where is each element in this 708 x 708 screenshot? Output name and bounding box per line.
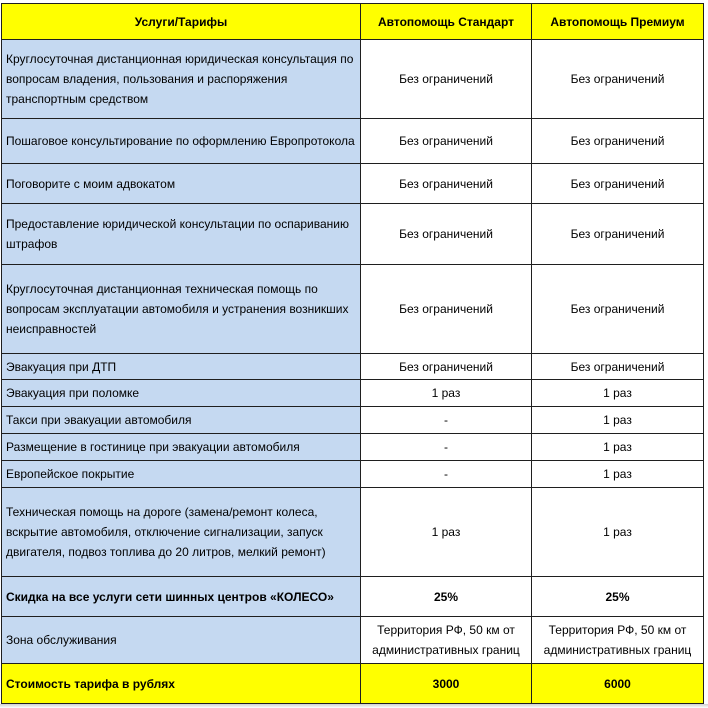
table-row [2,164,704,204]
premium-value: Без ограничений [532,119,704,164]
table-row [2,380,704,407]
premium-value: Без ограничений [532,40,704,119]
service-name: Круглосуточная дистанционная юридическая консультация по вопросам владения, пользования и распоряжения транспортным средством [2,40,361,119]
table-row [2,617,704,664]
standard-value: Без ограничений [361,265,532,354]
standard-value: - [361,407,532,434]
table-row [2,204,704,265]
service-name: Техническая помощь на дороге (замена/ремонт колеса, вскрытие автомобиля, отключение сигнализации, запуск двигателя, подвоз топлива до 20 литров, мелкий ремонт) [2,488,361,577]
premium-value: 1 раз [532,434,704,461]
standard-value: Территория РФ, 50 км от административных границ [361,617,532,664]
premium-value: Без ограничений [532,354,704,380]
standard-value: Без ограничений [361,204,532,265]
standard-value: 1 раз [361,380,532,407]
price-label: Стоимость тарифа в рублях [2,664,361,704]
header-standard: Автопомощь Стандарт [361,4,532,40]
standard-value: Без ограничений [361,354,532,380]
table-row [2,488,704,577]
service-name: Круглосуточная дистанционная техническая помощь по вопросам эксплуатации автомобиля и устранения возникших неисправностей [2,265,361,354]
table-footer-row [2,664,704,704]
standard-value: - [361,461,532,488]
standard-value: - [361,434,532,461]
standard-value: Без ограничений [361,164,532,204]
table-row [2,40,704,119]
header-premium: Автопомощь Премиум [532,4,704,40]
standard-price: 3000 [361,664,532,704]
premium-value: 1 раз [532,407,704,434]
service-name: Европейское покрытие [2,461,361,488]
premium-value: Без ограничений [532,204,704,265]
header-services: Услуги/Тарифы [2,4,361,40]
premium-value: Без ограничений [532,164,704,204]
service-name: Размещение в гостинице при эвакуации автомобиля [2,434,361,461]
standard-value: Без ограничений [361,40,532,119]
premium-value: 1 раз [532,380,704,407]
standard-value: 25% [361,577,532,617]
bottom-shadow [0,704,708,708]
service-name: Поговорите с моим адвокатом [2,164,361,204]
premium-value: 1 раз [532,461,704,488]
service-name: Такси при эвакуации автомобиля [2,407,361,434]
premium-value: 1 раз [532,488,704,577]
standard-value: 1 раз [361,488,532,577]
premium-price: 6000 [532,664,704,704]
table-row [2,119,704,164]
table-row [2,407,704,434]
table-row [2,265,704,354]
table-row [2,354,704,380]
table-row [2,577,704,617]
service-name: Зона обслуживания [2,617,361,664]
service-name: Пошаговое консультирование по оформлению Европротокола [2,119,361,164]
service-name: Эвакуация при поломке [2,380,361,407]
table-header-row [2,4,704,40]
premium-value: Территория РФ, 50 км от административных границ [532,617,704,664]
service-name: Предоставление юридической консультации по оспариванию штрафов [2,204,361,265]
tariff-comparison-table [1,3,704,704]
service-name: Скидка на все услуги сети шинных центров «КОЛЕСО» [2,577,361,617]
premium-value: Без ограничений [532,265,704,354]
standard-value: Без ограничений [361,119,532,164]
table-row [2,434,704,461]
service-name: Эвакуация при ДТП [2,354,361,380]
premium-value: 25% [532,577,704,617]
table-row [2,461,704,488]
